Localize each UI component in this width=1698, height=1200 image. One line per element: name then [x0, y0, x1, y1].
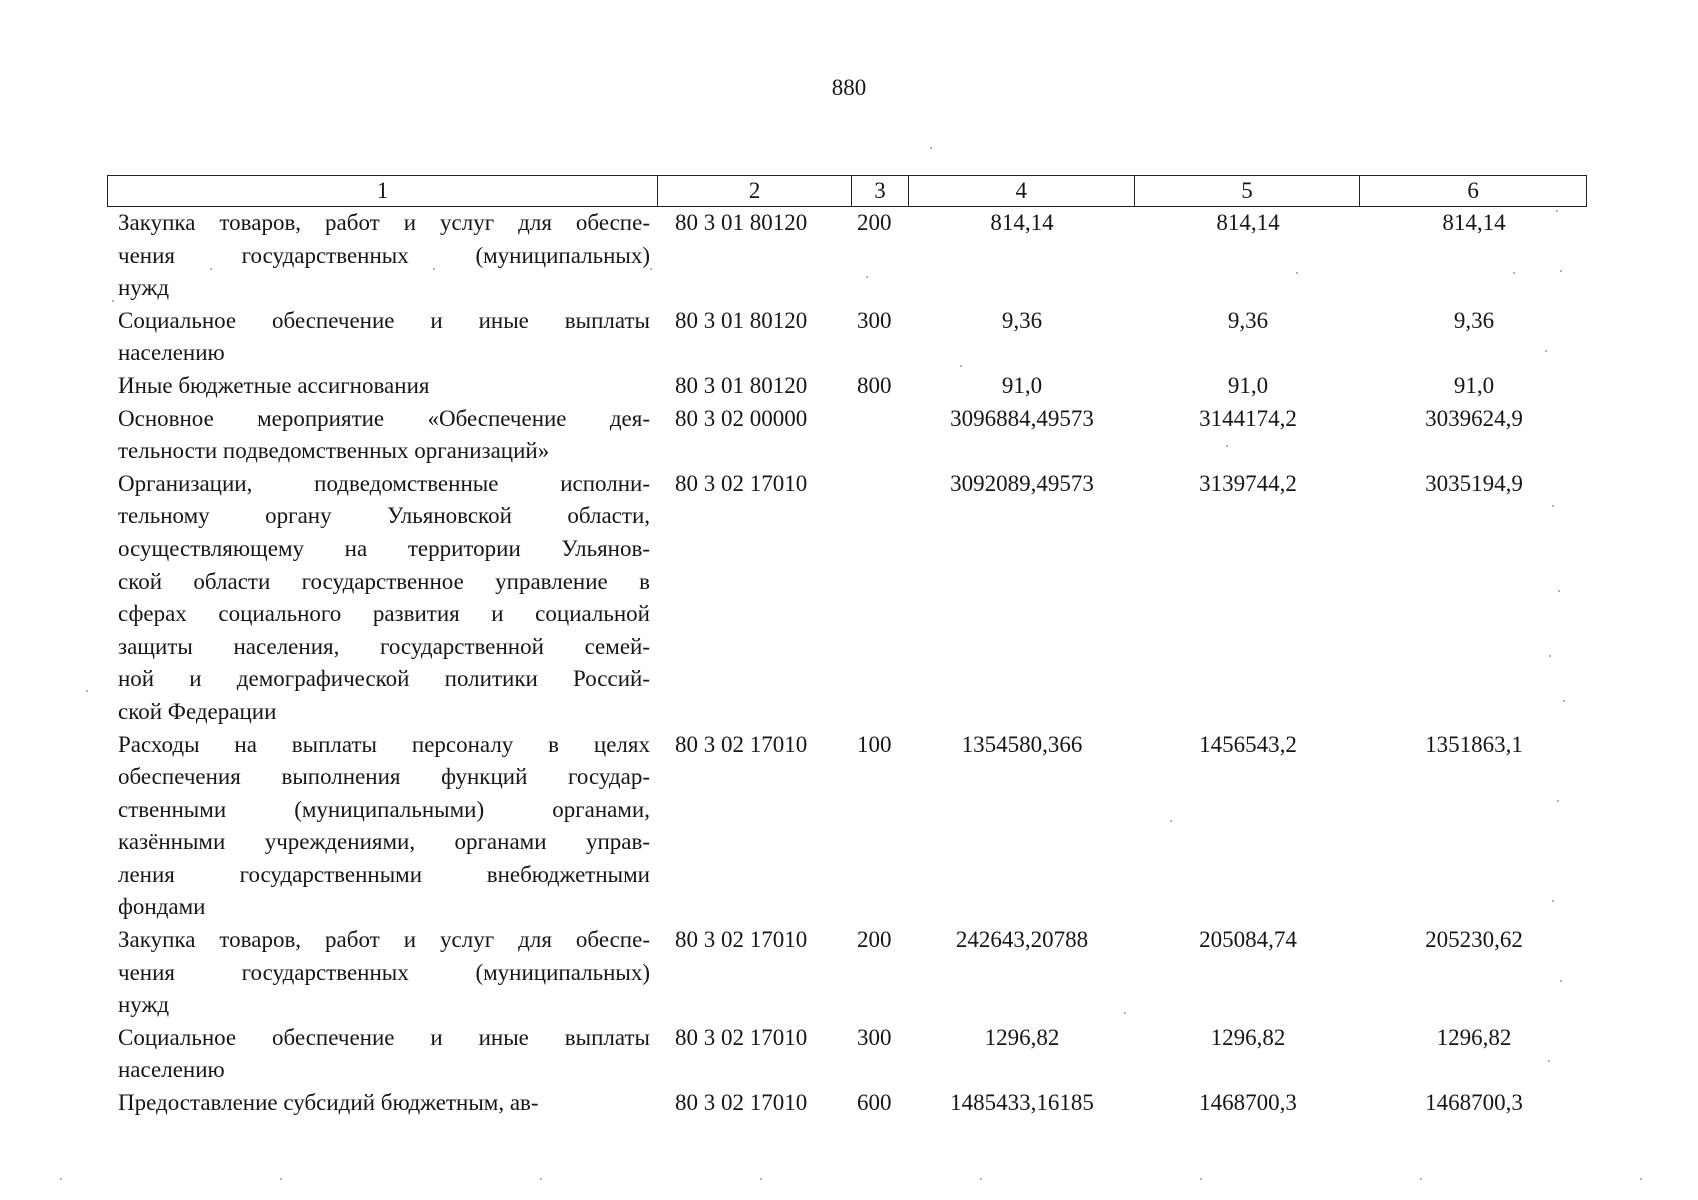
row-value-col-4: 1354580,366 — [961, 731, 1083, 757]
row-name-line: Расходы на выплаты персоналу в целях — [118, 731, 650, 757]
scan-speck — [1557, 800, 1559, 802]
row-name-line: ления государственными внебюджетными — [118, 861, 650, 887]
row-name-line: Основное мероприятие «Обеспечение дея- — [118, 405, 650, 431]
row-value-col-5: 3139744,2 — [1199, 470, 1297, 496]
scan-speck — [433, 268, 435, 270]
budget-table — [107, 175, 1587, 1120]
row-value-col-4: 91,0 — [1001, 372, 1043, 398]
scan-speck — [1513, 272, 1515, 274]
row-value-col-6: 9,36 — [1453, 307, 1495, 333]
row-name-line: сферах социального развития и социальной — [118, 601, 650, 627]
header-cell-col-3: 3 — [852, 176, 909, 206]
scan-speck — [960, 365, 962, 367]
row-name-line: фондами — [118, 894, 206, 920]
table-row — [107, 207, 1587, 305]
row-expense-type-cell: 600 — [857, 1090, 892, 1116]
row-value-col-4: 1485433,16185 — [950, 1090, 1094, 1116]
row-value-col-5: 1456543,2 — [1199, 731, 1297, 757]
scan-speck — [1420, 1178, 1422, 1180]
row-expense-type-cell: 200 — [857, 927, 892, 953]
row-code-cell: 80 3 02 17010 — [675, 731, 808, 757]
row-name-line: ной и демографической политики Россий- — [118, 666, 650, 692]
row-name-line: нужд — [118, 992, 170, 1018]
row-expense-type-cell — [852, 403, 909, 468]
row-value-col-5: 1468700,3 — [1199, 1090, 1297, 1116]
scan-speck — [1640, 1178, 1642, 1180]
row-value-col-6: 1296,82 — [1436, 1024, 1512, 1050]
row-value-col-6: 814,14 — [1442, 210, 1506, 235]
row-name-line: ской области государственное управление в — [118, 568, 650, 594]
scan-speck — [280, 1178, 282, 1180]
scan-speck — [760, 1178, 762, 1180]
row-name-cell — [107, 1087, 658, 1120]
row-name-line: Социальное обеспечение и иные выплаты — [118, 307, 650, 333]
row-name-line: защиты населения, государственной семей- — [118, 633, 650, 659]
row-value-col-5: 205084,74 — [1199, 927, 1297, 953]
row-value-col-6: 3035194,9 — [1425, 470, 1523, 496]
row-name-cell — [107, 1022, 658, 1087]
table-row — [107, 468, 1587, 729]
row-name-line: тельному органу Ульяновской области, — [118, 503, 650, 529]
row-value-col-4: 814,14 — [990, 210, 1054, 235]
row-code-cell: 80 3 02 17010 — [675, 1024, 808, 1050]
scan-speck — [1563, 700, 1565, 702]
row-code-cell: 80 3 02 17010 — [675, 927, 808, 953]
scan-speck — [1545, 350, 1547, 352]
header-cell-col-1: 1 — [108, 176, 658, 206]
row-value-col-5: 3144174,2 — [1199, 405, 1297, 431]
scan-speck — [1549, 655, 1551, 657]
row-name-cell — [107, 924, 658, 1022]
table-header-row — [107, 175, 1587, 207]
row-name-line: нужд — [118, 275, 170, 301]
page-number: 880 — [831, 75, 867, 100]
header-cell-col-5: 5 — [1135, 176, 1361, 206]
row-value-col-4: 9,36 — [1001, 307, 1043, 333]
scan-speck — [1296, 272, 1298, 274]
row-name-cell — [107, 207, 658, 305]
row-name-line: населению — [118, 340, 225, 366]
header-cell-col-2: 2 — [658, 176, 852, 206]
row-expense-type-cell: 200 — [857, 210, 892, 235]
scan-speck — [1556, 210, 1558, 212]
table-row — [107, 729, 1587, 925]
scan-speck — [1200, 1178, 1202, 1180]
header-cell-col-4: 4 — [909, 176, 1135, 206]
row-name-line: населению — [118, 1057, 225, 1083]
scan-speck — [1558, 590, 1560, 592]
table-row — [107, 924, 1587, 1022]
row-value-col-4: 242643,20788 — [955, 927, 1089, 953]
scan-speck — [1552, 505, 1554, 507]
scan-speck — [60, 1178, 62, 1180]
scan-speck — [980, 1178, 982, 1180]
row-value-col-4: 1296,82 — [984, 1024, 1060, 1050]
row-expense-type-cell: 300 — [857, 307, 892, 333]
row-value-col-6: 1468700,3 — [1425, 1090, 1523, 1116]
row-name-line: чения государственных (муниципальных) — [118, 959, 650, 985]
row-code-cell: 80 3 02 17010 — [675, 470, 808, 496]
table-row — [107, 1022, 1587, 1087]
row-expense-type-cell: 300 — [857, 1024, 892, 1050]
scan-speck — [1552, 900, 1554, 902]
row-name-cell — [107, 305, 658, 370]
row-name-line: ской Федерации — [118, 698, 277, 724]
scan-speck — [1226, 445, 1228, 447]
row-name-line: Закупка товаров, работ и услуг для обеспе- — [118, 927, 650, 953]
table-row — [107, 1087, 1587, 1120]
scan-speck — [210, 268, 212, 270]
row-name-line: Иные бюджетные ассигнования — [118, 372, 430, 398]
row-value-col-5: 1296,82 — [1210, 1024, 1286, 1050]
scan-speck — [1560, 270, 1562, 272]
row-name-line: казёнными учреждениями, органами управ- — [118, 829, 650, 855]
row-name-cell — [107, 370, 658, 403]
scan-speck — [112, 300, 114, 302]
row-value-col-6: 3039624,9 — [1425, 405, 1523, 431]
row-value-col-4: 3092089,49573 — [950, 470, 1094, 496]
row-code-cell: 80 3 02 17010 — [675, 1090, 808, 1116]
scan-speck — [1170, 820, 1172, 822]
scan-speck — [540, 1178, 542, 1180]
row-name-line: Предоставление субсидий бюджетным, ав- — [118, 1090, 539, 1116]
row-name-line: чения государственных (муниципальных) — [118, 242, 650, 268]
scan-speck — [86, 690, 88, 692]
row-value-col-6: 205230,62 — [1425, 927, 1523, 953]
row-name-line: Организации, подведомственные исполни- — [118, 470, 650, 496]
row-name-cell — [107, 729, 658, 925]
row-name-line: осуществляющему на территории Ульянов- — [118, 535, 650, 561]
table-row — [107, 305, 1587, 370]
scan-speck — [866, 276, 868, 278]
row-code-cell: 80 3 01 80120 — [675, 372, 808, 398]
row-code-cell: 80 3 01 80120 — [675, 307, 808, 333]
row-name-cell — [107, 468, 658, 729]
row-expense-type-cell: 800 — [857, 372, 892, 398]
row-code-cell: 80 3 01 80120 — [675, 210, 808, 235]
table-row — [107, 403, 1587, 468]
row-value-col-6: 1351863,1 — [1425, 731, 1523, 757]
row-expense-type-cell: 100 — [857, 731, 892, 757]
row-value-col-5: 9,36 — [1227, 307, 1269, 333]
row-value-col-5: 814,14 — [1216, 210, 1280, 235]
table-row — [107, 370, 1587, 403]
scan-speck — [650, 268, 652, 270]
row-value-col-5: 91,0 — [1227, 372, 1269, 398]
row-name-line: Закупка товаров, работ и услуг для обеспе- — [118, 210, 650, 235]
row-name-line: Социальное обеспечение и иные выплаты — [118, 1024, 650, 1050]
scan-speck — [1560, 980, 1562, 982]
header-cell-col-6: 6 — [1467, 178, 1479, 203]
row-expense-type-cell — [852, 468, 909, 729]
table-body — [107, 207, 1587, 1120]
row-value-col-6: 91,0 — [1453, 372, 1495, 398]
scan-speck — [1124, 1012, 1126, 1014]
row-name-line: ственными (муниципальными) органами, — [118, 796, 650, 822]
scan-speck — [930, 147, 932, 149]
row-code-cell: 80 3 02 00000 — [675, 405, 808, 431]
row-name-line: обеспечения выполнения функций государ- — [118, 764, 650, 790]
row-value-col-4: 3096884,49573 — [950, 405, 1094, 431]
row-name-line: тельности подведомственных организаций» — [118, 438, 550, 464]
row-name-cell — [107, 403, 658, 468]
scan-speck — [1548, 1060, 1550, 1062]
